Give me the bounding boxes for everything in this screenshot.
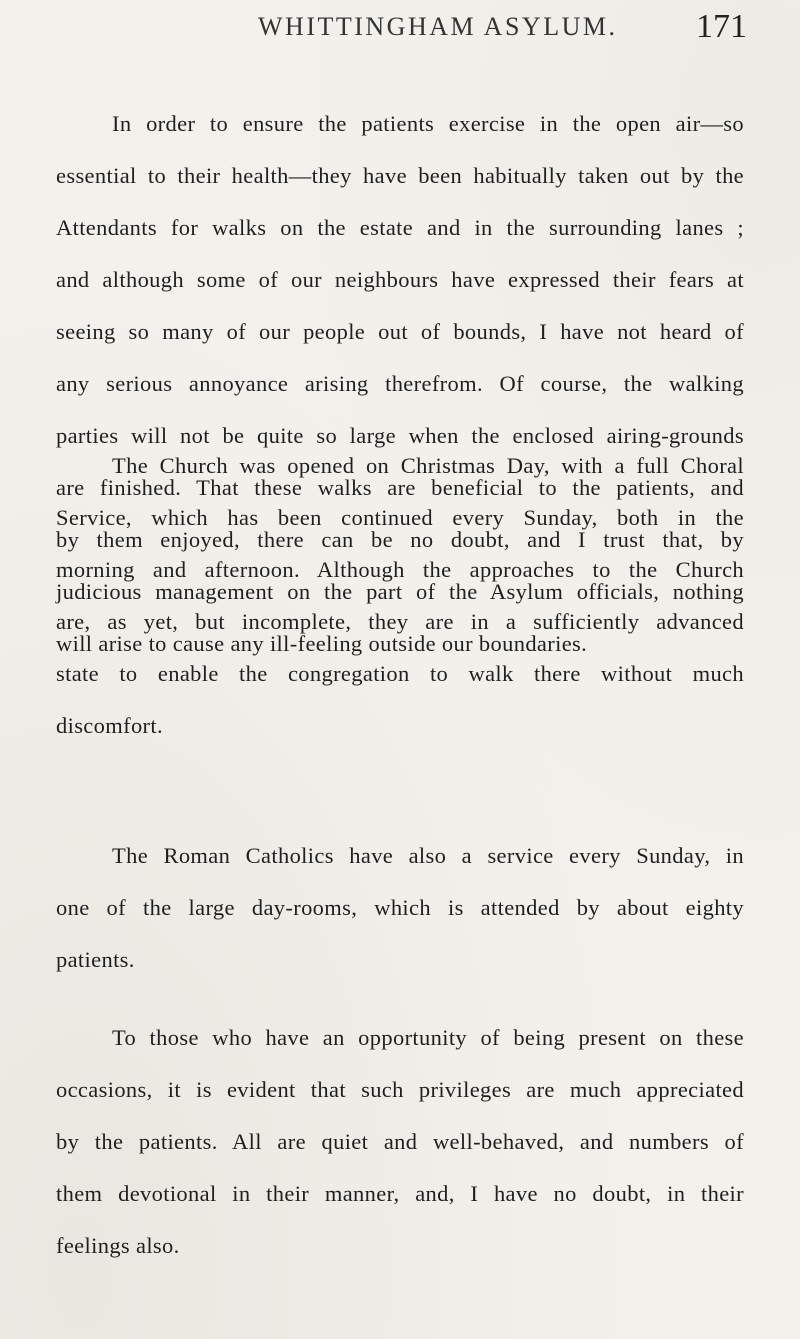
- text-line: morning and afternoon. Although the approaches to the Church: [56, 557, 744, 582]
- text-line: one of the large day-rooms, which is attended by about eighty: [56, 895, 744, 920]
- text-line: Attendants for walks on the estate and in the surrounding lanes ;: [56, 215, 744, 240]
- text-line: seeing so many of our people out of bounds, I have not heard of: [56, 319, 744, 344]
- text-line: discomfort.: [56, 713, 163, 738]
- running-head: [0, 8, 800, 48]
- text-line: Service, which has been continued every Sunday, both in the: [56, 505, 744, 530]
- text-line: will arise to cause any ill-feeling outside our boundaries.: [56, 631, 588, 656]
- text-line: and although some of our neighbours have expressed their fears at: [56, 267, 744, 292]
- text-line: occasions, it is evident that such privileges are much appreciated: [56, 1077, 744, 1102]
- running-title: WHITTINGHAM ASYLUM.: [258, 12, 618, 41]
- text-line: are finished. That these walks are beneficial to the patients, and: [56, 475, 744, 500]
- text-line: state to enable the congregation to walk there without much: [56, 661, 744, 686]
- text-line: To those who have an opportunity of being present on these: [112, 1025, 744, 1050]
- text-line: feelings also.: [56, 1233, 180, 1258]
- text-line: by the patients. All are quiet and well-behaved, and numbers of: [56, 1129, 744, 1154]
- text-line: essential to their health—they have been habitually taken out by the: [56, 163, 744, 188]
- text-line: parties will not be quite so large when the enclosed airing-grounds: [56, 423, 744, 448]
- text-line: In order to ensure the patients exercise in the open air—so: [112, 111, 744, 136]
- text-line: them devotional in their manner, and, I have no doubt, in their: [56, 1181, 744, 1206]
- text-line: The Church was opened on Christmas Day, with a full Choral: [112, 453, 744, 478]
- page-number: 171: [696, 8, 747, 45]
- text-line: patients.: [56, 947, 135, 972]
- paragraph-church-service: [56, 440, 744, 752]
- text-line: any serious annoyance arising therefrom. Of course, the walking: [56, 371, 744, 396]
- text-line: judicious management on the part of the Asylum officials, nothing: [56, 579, 744, 604]
- paragraph-privileges-appreciated: [56, 1012, 744, 1272]
- text-line: The Roman Catholics have also a service every Sunday, in: [112, 843, 744, 868]
- text-line: by them enjoyed, there can be no doubt, and I trust that, by: [56, 527, 744, 552]
- text-line: are, as yet, but incomplete, they are in a sufficiently advanced: [56, 609, 744, 634]
- paragraph-roman-catholic-service: [56, 830, 744, 986]
